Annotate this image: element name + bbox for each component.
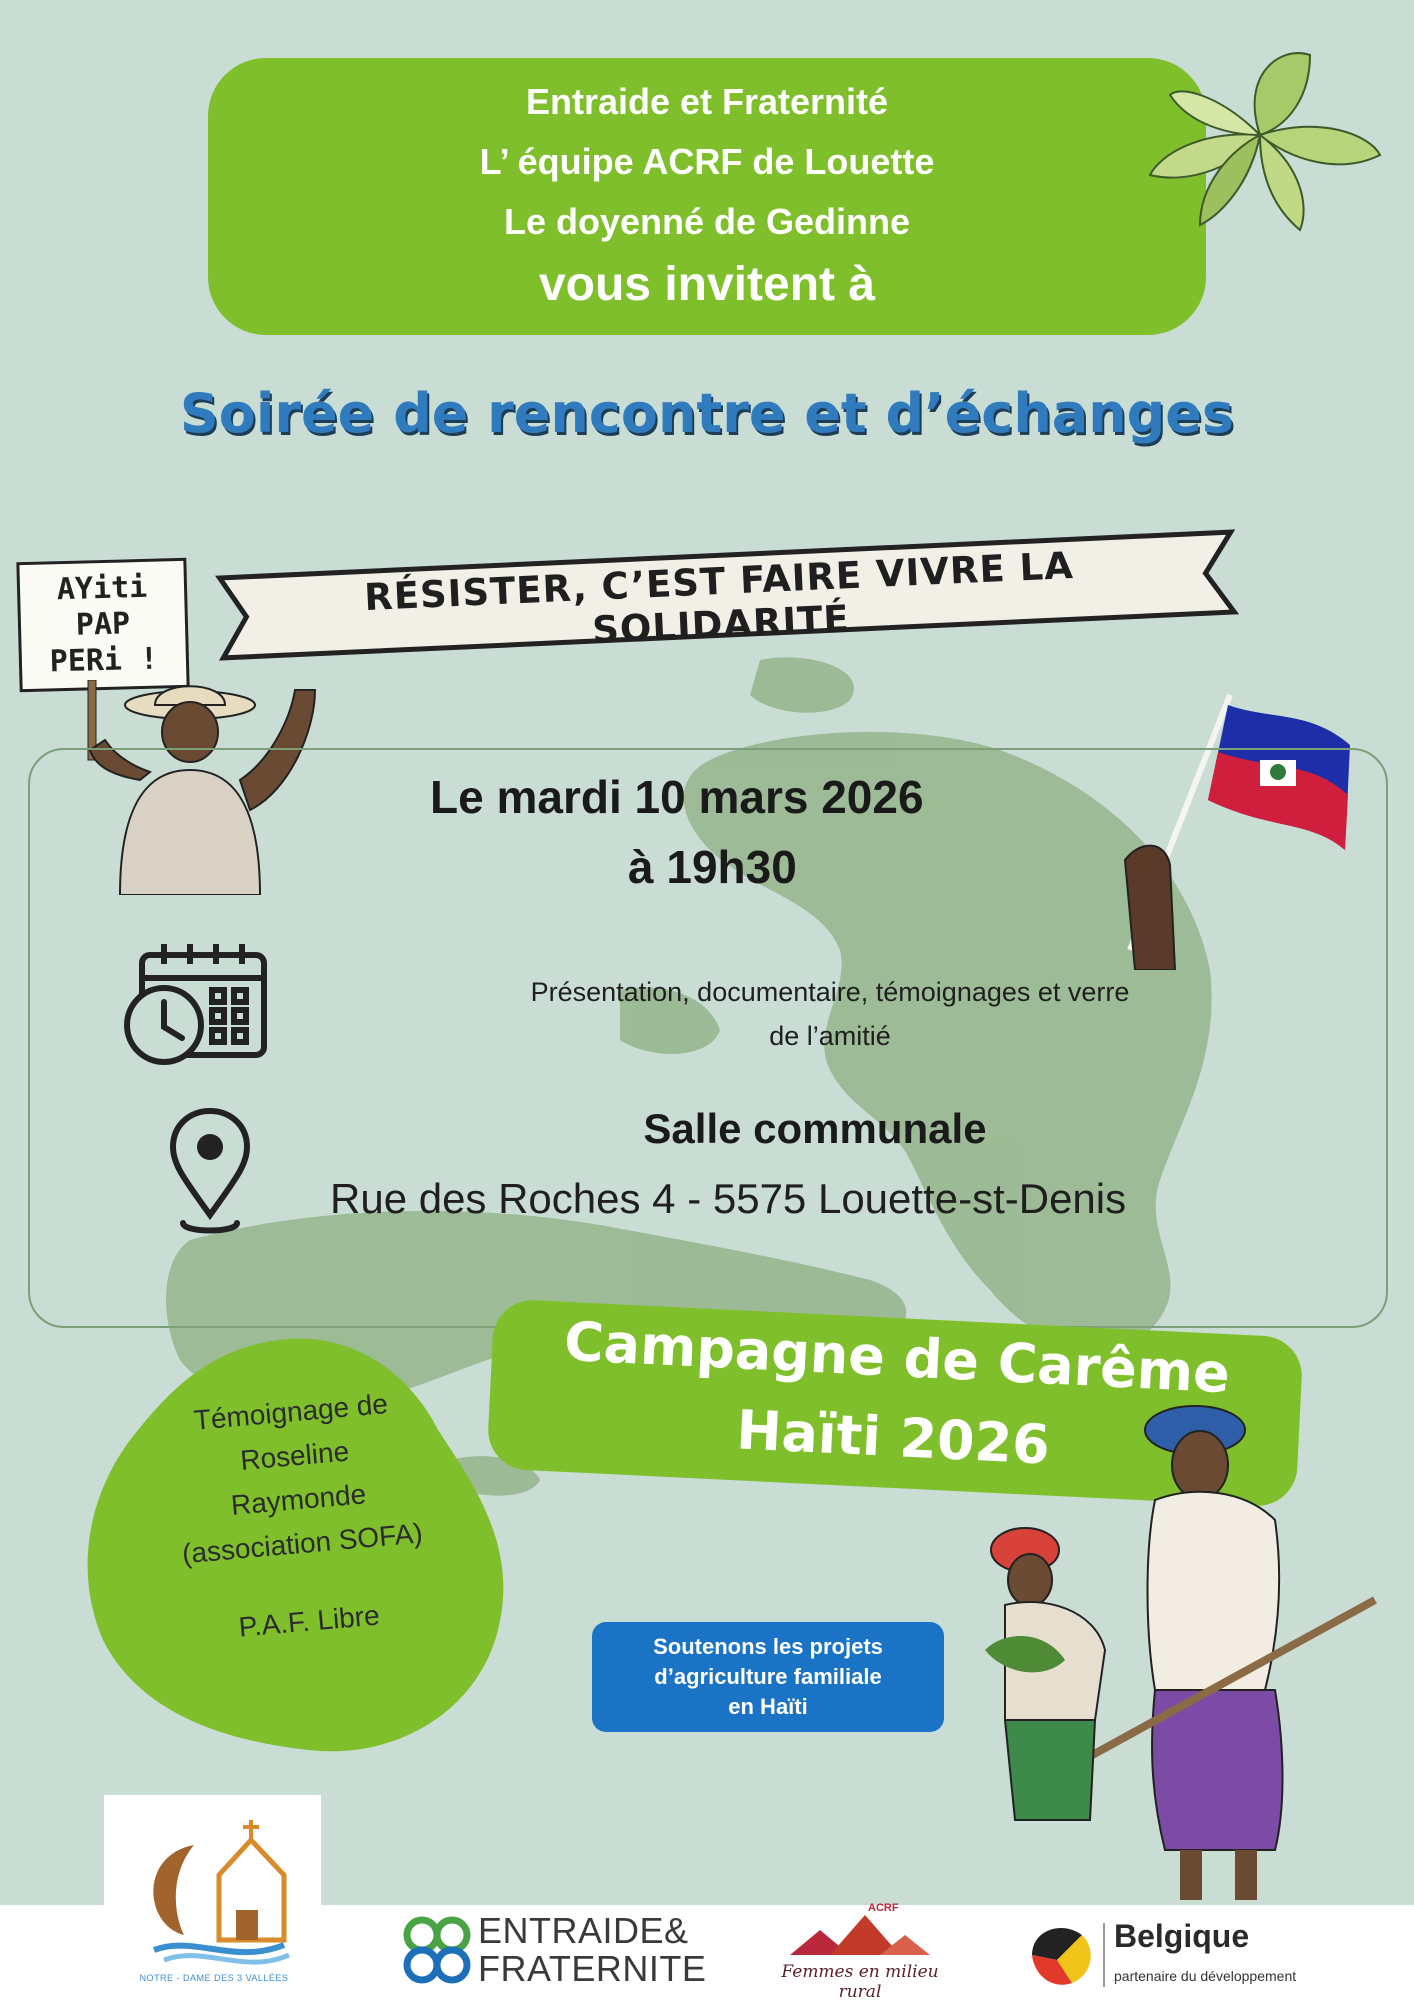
testimony-line-4: (association SOFA) [180,1517,424,1570]
testimony-line-2: Roseline [239,1435,351,1476]
calendar-clock-icon [122,940,272,1065]
program-description [430,970,1230,1058]
entraide-fraternite-logo-text [478,1912,706,1988]
support-line-1: Soutenons les projets [653,1634,883,1659]
program-line-2: de l’amitié [769,1021,891,1051]
acrf-tag: ACRF [868,1902,899,1914]
testimony-text [110,1375,491,1659]
event-time: à 19h30 [628,841,797,893]
campaign-line-2: Haïti 2026 [734,1398,1052,1477]
support-line-3: en Haïti [728,1694,808,1719]
sign-line-3: PERi ! [49,641,159,680]
testimony-line-1: Témoignage de [192,1387,390,1436]
sign-line-1: AYiti [56,569,148,608]
leaves-illustration [1140,35,1390,235]
organizer-line-3: Le doyenné de Gedinne [503,201,911,242]
parish-logo [104,1795,321,2000]
parish-caption: NOTRE - DAME DES 3 VALLÉES [139,1973,289,1983]
acrf-logo [760,1900,960,1998]
parish-church-icon [124,1815,304,1965]
protest-sign [16,558,189,692]
belgium-subtitle: partenaire du développement [1114,1968,1297,1984]
venue-name: Salle communale [643,1105,987,1152]
event-title: Soirée de rencontre et d’échanges [179,382,1235,445]
support-badge [592,1622,944,1732]
venue-address: Rue des Roches 4 - 5575 Louette-st-Denis [330,1175,1127,1222]
acrf-caption: Femmes en milieu rural [781,1962,939,2000]
ef-line-1: ENTRAIDE& [478,1910,689,1951]
organizers-header [208,58,1206,335]
belgium-name: Belgique [1114,1918,1250,1954]
support-line-2: d’agriculture familiale [654,1664,882,1689]
invite-line: vous invitent à [538,258,876,311]
organizer-line-1: Entraide et Fraternité [525,81,889,122]
testimony-line-3: Raymonde [229,1478,368,1521]
sign-line-2: PAP [75,606,131,643]
entry-fee: P.A.F. Libre [237,1599,381,1643]
ef-line-2: FRATERNITE [478,1948,707,1989]
location-pin-icon [165,1105,255,1240]
event-date: Le mardi 10 mars 2026 [430,771,924,823]
acrf-houses-icon [780,1900,940,1960]
campaign-line-1: Campagne de Carême [562,1309,1232,1406]
slogan-text: RÉSISTER, C’EST FAIRE VIVRE LA SOLIDARITÉ [363,543,1075,652]
program-line-1: Présentation, documentaire, témoignages et verre [530,977,1130,1007]
women-farming-illustration [985,1390,1405,1910]
organizer-line-2: L’ équipe ACRF de Louette [479,141,935,182]
